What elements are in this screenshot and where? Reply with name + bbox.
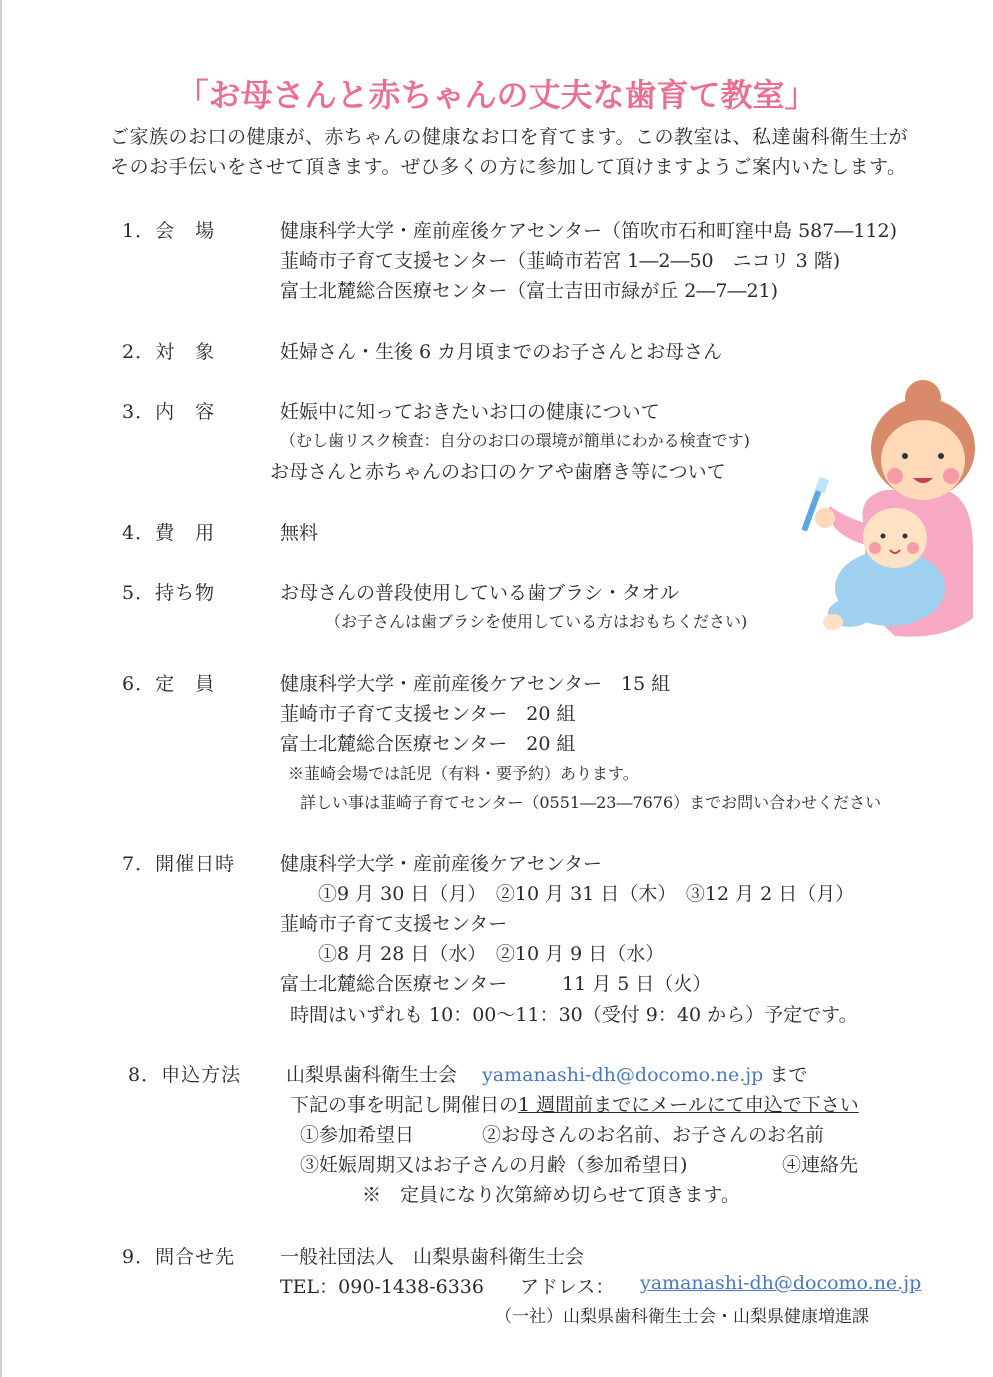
mother-cheek-left bbox=[887, 468, 903, 484]
contact-label: 9．問合せ先 bbox=[122, 1246, 236, 1268]
content-label: 3．内 容 bbox=[122, 401, 216, 423]
apply-made: まで bbox=[769, 1064, 808, 1086]
apply-item-3: ③妊娠周期又はお子さんの月齢（参加希望日) bbox=[300, 1154, 688, 1176]
cost-label: 4．費 用 bbox=[122, 522, 216, 544]
cost-text: 無料 bbox=[280, 522, 319, 544]
content-line-1: 妊娠中に知っておきたいお口の健康について bbox=[280, 401, 660, 423]
capacity-line-1: 健康科学大学・産前産後ケアセンター 15 組 bbox=[280, 673, 671, 695]
contact-org: 一般社団法人 山梨県歯科衛生士会 bbox=[280, 1246, 585, 1268]
capacity-line-3: 富士北麓総合医療センター 20 組 bbox=[280, 733, 576, 755]
baby-face bbox=[863, 508, 927, 568]
apply-item-4: ④連絡先 bbox=[782, 1154, 859, 1176]
target-label: 2．対 象 bbox=[122, 341, 216, 363]
apply-line-2-pre: 下記の事を明記し開催日の bbox=[290, 1094, 519, 1116]
intro-text bbox=[110, 122, 950, 182]
content-line-2: （むし歯リスク検査：自分のお口の環境が簡単にわかる検査です) bbox=[280, 431, 750, 450]
schedule-dates-1: ①9 月 30 日（月） ②10 月 31 日（木） ③12 月 2 日（月） bbox=[318, 883, 855, 905]
mother-eye-left bbox=[902, 453, 908, 459]
capacity-label: 6．定 員 bbox=[122, 673, 216, 695]
contact-email-link[interactable]: yamanashi-dh@docomo.ne.jp bbox=[640, 1272, 922, 1294]
apply-email-link[interactable]: yamanashi-dh@docomo.ne.jp bbox=[482, 1064, 764, 1086]
intro-line-2: そのお手伝いをさせて頂きます。ぜひ多くの方に参加して頂けますようご案内いたします。 bbox=[110, 156, 907, 178]
baby-eye-left bbox=[881, 534, 886, 539]
contact-tel: TEL：090-1438-6336 bbox=[280, 1276, 484, 1298]
content-line-3: お母さんと赤ちゃんのお口のケアや歯磨き等について bbox=[270, 461, 726, 483]
schedule-dates-2: ①8 月 28 日（水） ②10 月 9 日（水） bbox=[318, 943, 665, 965]
baby-cheek-right bbox=[907, 542, 919, 554]
capacity-note-2: 詳しい事は韮崎子育てセンター（0551―23―7676）までお問い合わせください bbox=[300, 793, 882, 812]
apply-line-2 bbox=[290, 1090, 859, 1117]
contact-footer: （一社）山梨県歯科衛生士会・山梨県健康増進課 bbox=[495, 1307, 869, 1327]
apply-line-1 bbox=[286, 1060, 807, 1087]
schedule-venue-2: 韮崎市子育て支援センター bbox=[280, 913, 508, 935]
baby-cheek-left bbox=[869, 542, 881, 554]
schedule-label: 7．開催日時 bbox=[122, 853, 236, 875]
mother-face bbox=[881, 420, 965, 500]
target-text: 妊婦さん・生後 6 カ月頃までのお子さんとお母さん bbox=[280, 341, 723, 363]
schedule-venue-3: 富士北麓総合医療センター bbox=[280, 973, 508, 995]
capacity-line-2: 韮崎市子育て支援センター 20 組 bbox=[280, 703, 576, 725]
venue-line-1: 健康科学大学・産前産後ケアセンター（笛吹市石和町窪中島 587―112) bbox=[280, 220, 898, 242]
apply-note: ※ 定員になり次第締め切らせて頂きます。 bbox=[362, 1184, 740, 1206]
belongings-label: 5．持ち物 bbox=[122, 582, 216, 604]
capacity-note-1: ※韮崎会場では託児（有料・要予約）あります。 bbox=[288, 764, 639, 783]
apply-org: 山梨県歯科衛生士会 bbox=[286, 1064, 458, 1086]
venue-label: 1．会 場 bbox=[122, 220, 216, 242]
mother-cheek-right bbox=[943, 468, 959, 484]
baby-eye-right bbox=[903, 534, 908, 539]
mother-hand bbox=[815, 508, 835, 528]
page-title: 「お母さんと赤ちゃんの丈夫な歯育て教室」 bbox=[176, 76, 817, 114]
schedule-time: 時間はいずれも 10：00～11：30（受付 9：40 から）予定です。 bbox=[290, 1004, 858, 1026]
baby-foot bbox=[823, 614, 843, 630]
apply-deadline-underlined: 1 週間前までにメールにて申込で下さい bbox=[518, 1094, 859, 1116]
mother-eye-right bbox=[938, 453, 944, 459]
apply-item-2: ②お母さんのお名前、お子さんのお名前 bbox=[482, 1124, 825, 1146]
venue-line-2: 韮崎市子育て支援センター（韮崎市若宮 1―2―50 ニコリ 3 階) bbox=[280, 250, 841, 272]
schedule-dates-3: 11 月 5 日（火） bbox=[562, 973, 712, 995]
mother-baby-illustration bbox=[795, 378, 980, 640]
page-edge bbox=[0, 0, 2, 1377]
schedule-venue-1: 健康科学大学・産前産後ケアセンター bbox=[280, 853, 603, 875]
apply-item-1: ①参加希望日 bbox=[300, 1124, 415, 1146]
intro-line-1: ご家族のお口の健康が、赤ちゃんの健康なお口を育てます。この教室は、私達歯科衛生士が bbox=[110, 126, 908, 148]
venue-line-3: 富士北麓総合医療センター（富士吉田市緑が丘 2―7―21) bbox=[280, 280, 779, 302]
belongings-line-2: （お子さんは歯ブラシを使用している方はおもちください) bbox=[325, 612, 748, 631]
belongings-line-1: お母さんの普段使用している歯ブラシ・タオル bbox=[280, 582, 680, 604]
contact-address-label: アドレス： bbox=[520, 1276, 615, 1298]
apply-label: 8．申込方法 bbox=[128, 1064, 242, 1086]
